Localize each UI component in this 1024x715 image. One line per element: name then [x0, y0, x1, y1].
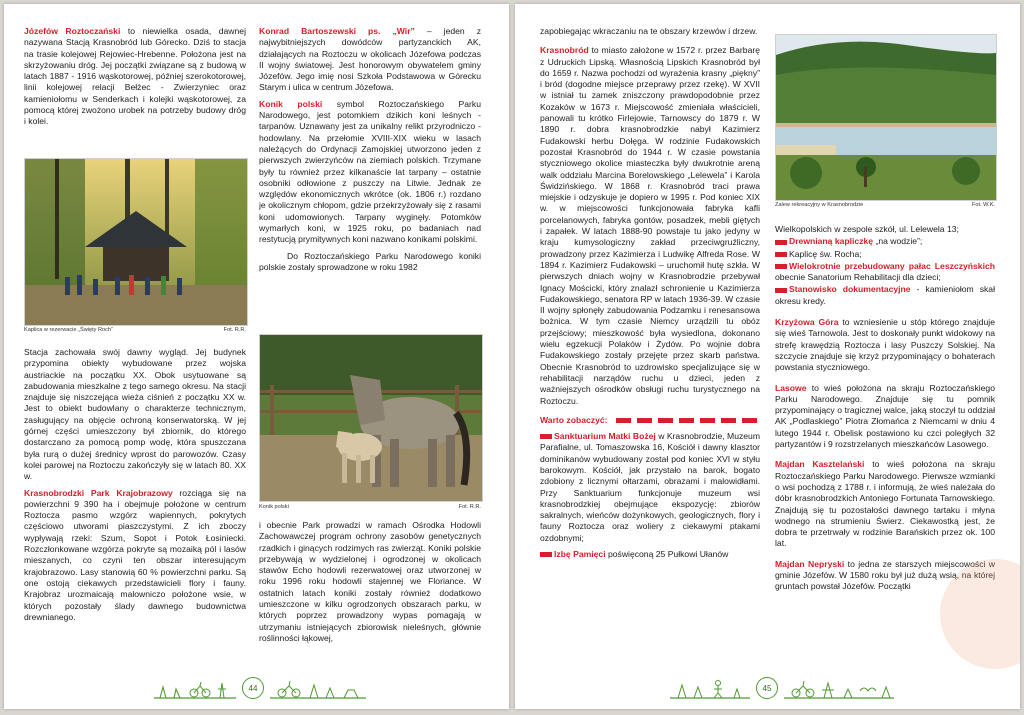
- lead-term: Izbę Pamięci: [554, 549, 606, 560]
- item-text: - kamieniołom skał okresu kredy.: [775, 284, 995, 306]
- bullet-mark: [775, 264, 787, 269]
- paragraph-continuation: zapobiegając wkraczaniu na te obszary krzewów i drzew.: [540, 26, 758, 36]
- lake-photo-caption: [775, 202, 995, 208]
- left-page-column-1: [24, 26, 246, 133]
- left-page-column-2: [259, 26, 481, 278]
- paragraph-krasnobrod: [540, 45, 760, 407]
- right-page-column-1: [540, 26, 760, 565]
- paragraph-text: – jeden z najwybitniejszych dowódców partyzanckich AK, działających na Roztoczu w okolicach Józefowa podczas II wojny światowej. Jest honorowym obywatelem gminy Józefów. Jego imię nosi Szkoła Podstawowa w Górecku Starym i ulica w centrum Józefowa.: [259, 26, 481, 93]
- list-item-kapliczka: [775, 236, 995, 247]
- list-item-izba: [540, 549, 760, 560]
- bullet-mark: [775, 288, 787, 293]
- lead-term: Józefów Roztoczański: [24, 26, 121, 36]
- page-number: 45: [756, 677, 778, 699]
- caption-text: Konik polski: [259, 504, 289, 510]
- lead-term: Sanktuarium Matki Bożej: [554, 431, 656, 442]
- caption-text: Kaplica w rezerwacie „Święty Roch”: [24, 327, 113, 333]
- lead-term: Lasowe: [775, 382, 807, 393]
- caption-text: Zalew rekreacyjny w Krasnobrodzie: [775, 202, 864, 208]
- horse-photo: [259, 334, 483, 502]
- cyclist-icon: [270, 677, 366, 699]
- lead-term: Krasnobrodzki Park Krajobrazowy: [24, 487, 173, 498]
- item-text: w Krasnobrodzie, Muzeum Parafialne, ul. Tomaszowska 16, Kościół i dawny klasztor dominikanów wybudowany został pod koniec XVI w styłu barokowym. Kościół, jak przystało na barok, bogato zdobiony z licznymi ołtarzami, obrazami i malowidłami. Przy Sanktuarium funkcjonuje muzeum wsi krasnobrodzkiej obejmujące ekspozycję: zbiorów sakralnych, wieńców dożynkowych, geologicznych, flory i fauny Roztocza oraz woliery z ciekawymi ptakami ozdobnymi;: [540, 431, 760, 543]
- item-text: obecnie Sanatorium Rehabilitacji dla dzieci;: [775, 272, 941, 283]
- paragraph-text: rozciąga się na powierzchni 9 390 ha i obejmuje położone w centrum Roztocza pasmo wzgórz wapiennych, pokrytych częściowo utworami piaszczystymi. Z ich zboczy wypływają rzeki: Szum, Sopot i Potok Łosiniecki. Rozczłonkowane wzgórza pokryte są mozaiką pól i lasów mieszanych, co czyni ten obszar interesującym krajobrazowo. Lasy stanowią 60 % powierzchni parku. Są one ostoją ciekawych przedstawicieli flory i fauny. Krajobraz urozmaicają malowniczo położone wsie, w których pozostały ślady dawnego budownictwa drewnianego.: [24, 487, 246, 622]
- left-page-footer: [154, 673, 366, 699]
- grass-icon: [154, 677, 236, 699]
- paragraph-text: symbol Roztoczańskiego Parku Narodowego, jest potomkiem dzikich koni leśnych - tarpanów. Uznawany jest za unikalny relikt przyrodniczo - hodowlany. Na przełomie XVIII-XIX wieku w lasach należących do Ordynacji Zamojskiej utworzono jeden z pierwszych zwierzyńców na ziemiach polskich. Trzymane były tu również przez kilkanaście lat tarpany – ostatnie osobniki odłowione z puszczy na Litwie. Jednak ze względów ekonomicznych wkrótce (ok. 1806 r.) rozdano je okolicznym chłopom, gdzie przekrzyżowały się z rasami koni udomowionych. Tarpany wyginęły. Potomków wymarłych koni, w 1925 roku, po badaniach nad restytucją prymitywnych koni nazwano konikami polskimi.: [259, 98, 481, 245]
- hiker-icon: [670, 677, 750, 699]
- paragraph-krzyzowa-gora: [775, 317, 995, 373]
- paragraph-text: to wieś położona na skraju Roztoczańskiego Parku Narodowego. Pierwsze wzmianki o wsi pochodzą z 1788 r. i informują, że wieś należała do dóbr krasnobrodzkich Antoniego Fortunata Tarnowskiego. Znajdują się tu pozostałości dawnego tartaku i młyna wodnego na strumieniu Świerz. Ciekawostką jest, że dobra te przetrwały w rodzinie Barańskich przez ok. 100 lat.: [775, 459, 995, 549]
- list-item-sanktuarium: [540, 431, 760, 544]
- lead-term: Konrad Bartoszewski ps. „Wir”: [259, 26, 415, 36]
- paragraph-jozefow: [24, 26, 246, 128]
- paragraph-konik-3: i obecnie Park prowadzi w ramach Ośrodka Hodowli Zachowawczej program ochrony zasobów genetycznych rzadkich i ginących rodzimych ras zwierząt. Koniki polskie przebywają w wydzielonej i ogrodzonej w okolicach stawów Echo hodowli rezerwatowej oraz utworzonej w roku 1996 roku hodowli stajennej we Floriance. W ostatnich latach koniki zostały również dodatkowo umieszczone w kilku ogrodzonych obszarach parku, w których poprzez prowadzony wypas pomagają w utrzymaniu istniejących zbiorowisk nieleśnych, głównie roślinności łąkowej,: [259, 520, 481, 643]
- lead-term: Krzyżowa Góra: [775, 317, 839, 328]
- lake-illustration: [776, 35, 996, 200]
- horse-photo-caption: [259, 504, 481, 510]
- lead-term: Majdan Nepryski: [775, 558, 845, 569]
- photo-credit: Fot. R.R.: [458, 504, 481, 510]
- paragraph-text: to wieś położona na skraju Roztoczańskiego Parku Narodowego. Znajduje się tu pomnik przypominający o tragicznej walce, jaką stoczył tu oddział AK „Podlaskiego” Piotra Złomańca z Niemcami w dniu 4 lutego 1944 r. Obelisk postawiono ku czci poległych 32 partyzantów i 9 rozstrzelanych mieszkańców Lasowego.: [775, 382, 995, 450]
- lead-term: Konik polski: [259, 98, 323, 109]
- item-text: Kaplicę św. Rocha;: [789, 248, 862, 259]
- right-page-footer: [670, 673, 894, 699]
- item-text: poświęconą 25 Pułkowi Ułanów: [605, 549, 729, 560]
- worth-seeing-heading: [540, 415, 760, 426]
- lead-term: Stanowisko dokumentacyjne: [789, 284, 911, 295]
- paragraph-station: Stacja zachowała swój dawny wygląd. Jej budynek przypomina obiekty wybudowane przez wojska austriackie na początku XX. Obok usytuowane są zabudowania mieszkalne z tego samego okresu. Na stacji znajduje się niszczejąca wieża ciśnień z początku XX w. Jest to obiekt budowlany o charakterze technicznym, zasługujący na objęcie ochroną konserwatorską. W jej górnej części umieszczony był zbiornik, do którego dostarczano za pomocą pomp wodę, która spuszczana była rurą o dużej średnicy wprost do parowozów. Czasy kolei parowej na Roztoczu zakończyły się w latach 80. XX w.: [24, 347, 246, 482]
- list-line: Wielkopolskich w zespole szkół, ul. Lelewela 13;: [775, 224, 959, 234]
- paragraph-lasowe: [775, 383, 995, 451]
- paragraph-majdan-kasztelanski: [775, 459, 995, 549]
- lake-photo: [775, 34, 997, 201]
- paragraph-text: to wzniesienie u stóp którego znajduje się wieś Tarnowola. Jest to doskonały punkt widokowy na strefę krawędzią Roztocza i lasy Puszczy Solskiej. Na szczycie znajduje się krzyż przypominający o bohaterach powstania styczniowego.: [775, 317, 995, 373]
- dashed-rule: [616, 418, 757, 423]
- horse-illustration: [260, 335, 482, 501]
- item-text: „na wodzie”;: [873, 236, 923, 247]
- paragraph-park-krajobrazowy: [24, 488, 246, 624]
- chapel-illustration: [25, 159, 247, 325]
- list-item-palac: [775, 261, 995, 284]
- heading-text: Warto zobaczyć:: [540, 414, 608, 425]
- bullet-mark: [540, 434, 552, 439]
- photo-credit: Fot. W.K.: [971, 202, 995, 208]
- lead-term: Majdan Kasztelański: [775, 459, 865, 470]
- lead-term: Wielokrotnie przebudowany pałac Leszczyńskich: [789, 260, 995, 271]
- paragraph-text: to miasto założone w 1572 r. przez Barbarę z Udruckich Lipską. Własnością Lipskich Krasnobród był do 1659 r. Nazwa pochodzi od wyrażenia krasny „piękny” i bród (dogodne miejsce przeprawy przez rzekę). W XVII w istniał tu zamek zniszczony prawdopodobnie przez Kozaków w 1673 r. Miejscowość zmieniała właścicieli, panowali tu krótko Firlejowie, Tarnowscy do 1879 r. W 1890 r. dobra krasnobrodzkie nabył Kazimierz Fudakowski herbu Dołęga. W rodzinie Fudakowskich pozostał Krasnobród do 1944 r. W czasie powstania styczniowego okolice miasteczka były dwukrotnie areną walk oddziału Marcina Borelowskiego „Lelewela” i Karola Świdzińskiego. W 1868 r. Krasnobród traci prawa miejskie i odzyskuje je dopiero w 1995 r. Pod koniec XIX w. w miejscowości funkcjonowała fabryka kafli porcelanowych, fabryka gontów, posadzek, mebli giętych i zapałek. W latach 1888-90 powstaje tu jako jedyny w kraju kumysologiczny zakład przeciwgruźliczny, prowadzony przez Kazimierza i Ludwikę Alfreda Rose. W 1894 r. Kazimierz Fudakowski – uruchomił hutę szkła. W pierwszych dniach wojny w Krasnobrodzie przebywał Ignacy Mościcki, który znalazł schronienie u Kazimierza Fudakowskiego, senatora RP w latach 1936-39. W czasie II wojny spłonęły zabudowania Podzamku i renesansowa bożnica. W tym czasie Niemcy urządzili tu obóz przejściowy; mieszkowość była wysiedlona, dokonano wielu egzekucji Polaków i Żydów. Po wojnie dobra Fudakowskiego zostały przejęte przez skarb państwa. Obecnie Krasnobród to uzdrowisko specjalizujące się w rehabilitacji narządów ruchu u dzieci, jeden z ważniejszych ośrodków obsługi ruchu turystycznego na Roztoczu.: [540, 45, 760, 406]
- page-number: 44: [242, 677, 264, 699]
- paragraph-text: to jedna ze starszych miejscowości w gminie Józefów. W 1580 roku był już dużą wsią, na której gruntach powstał Józefów. Początki: [775, 558, 995, 592]
- paragraph-konik: [259, 99, 481, 246]
- chapel-photo-caption: [24, 327, 246, 333]
- left-page-column-1-lower: [24, 347, 246, 628]
- chapel-photo: [24, 158, 248, 326]
- bullet-mark: [540, 552, 552, 557]
- bullet-mark: [775, 240, 787, 245]
- lead-term: Krasnobród: [540, 45, 589, 56]
- list-item-kaplica: [775, 249, 995, 260]
- photo-credit: Fot. R.R.: [223, 327, 246, 333]
- list-item-stanowisko: [775, 284, 995, 307]
- paragraph-bartoszewski: [259, 26, 481, 94]
- left-page: [4, 4, 509, 709]
- paragraph-konik-2: Do Roztoczańskiego Parku Narodowego koniki polskie zostały sprowadzone w roku 1982: [259, 250, 481, 272]
- bullet-mark: [775, 252, 787, 257]
- paragraph-text: to niewielka osada, dawnej nazywana Stacją Krasnobród lub Górecko. Dziś to stacja na trasie kolejowej Rejowiec-Hrebenne. Położona jest na skrzyżowaniu dróg. Jej początki związane są z budową w latach 1887 - 1916 wąskotorowej, później szerokotorowej, linii kolejowej relacji Bełżec - Zwierzyniec oraz kamieniołomu w Senderkach i kolejki wąskotorowej, za pomocą której zwożono urobek na potrzeby budowy dróg i kolei.: [24, 26, 246, 127]
- right-page-column-2: [775, 224, 995, 598]
- right-page: [515, 4, 1020, 709]
- tree-icon: [784, 677, 894, 699]
- lead-term: Drewnianą kapliczkę: [789, 236, 874, 247]
- left-page-column-2-lower: [259, 520, 481, 649]
